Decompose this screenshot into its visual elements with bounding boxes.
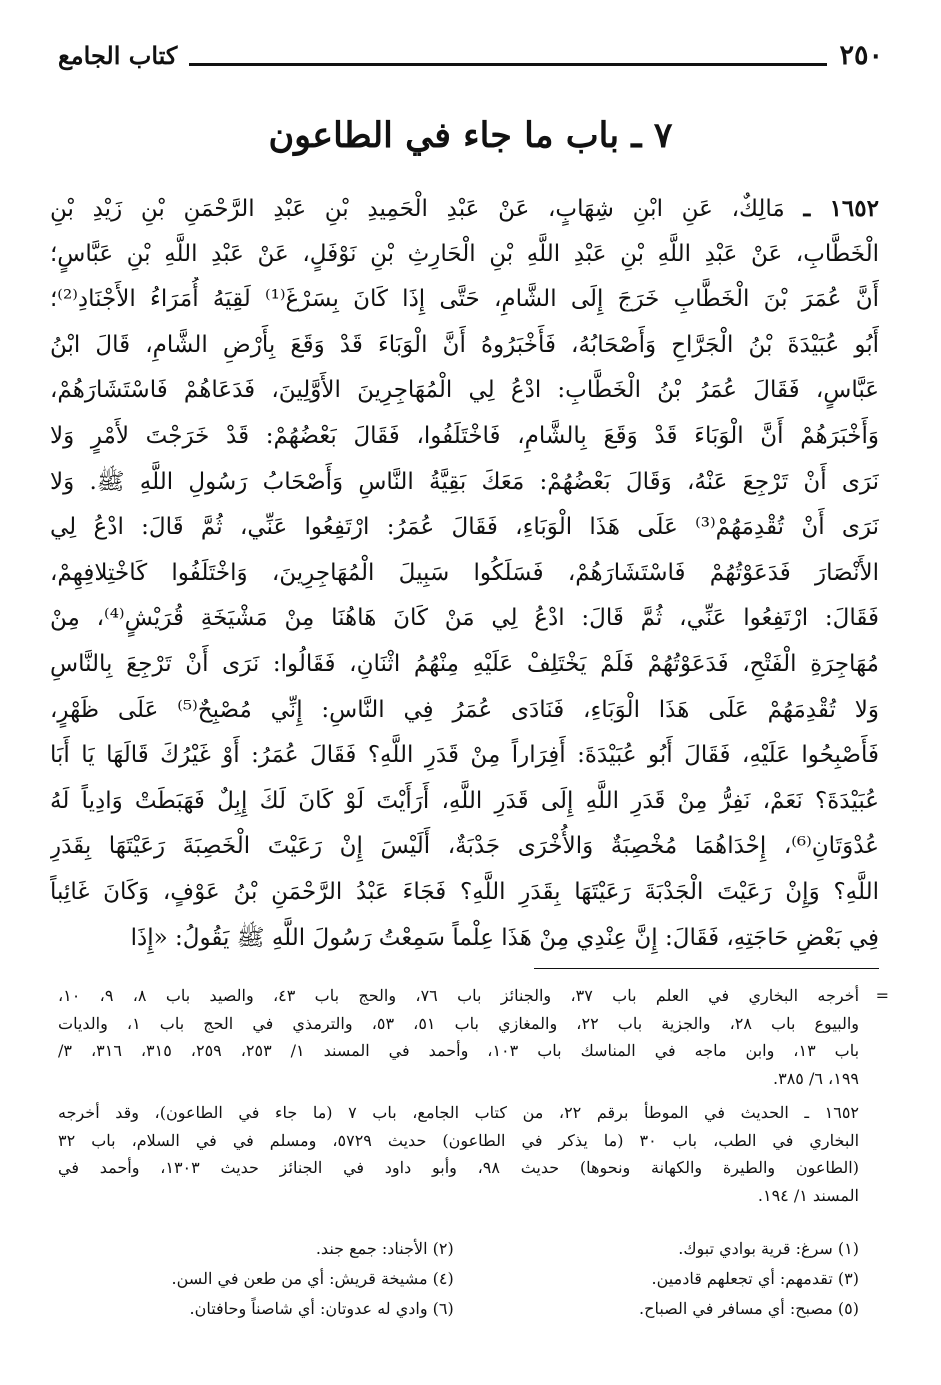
hadith-line: مُهَاجِرَةِ الْفَتْحِ، فَدَعَوْتُهُمْ فَلَمْ يَخْتَلِفْ عَلَيْهِ مِنْهُمُ اثْنَانِ، فَقَالُوا: نَرَى أَنْ تَرْجِعَ بِالنَّاسِ xyxy=(50,650,879,677)
glossary-note-3: (٣) تقدمهم: أي تجعلهم قادمين. xyxy=(651,1269,859,1288)
hadith-line: أَبُو عُبَيْدَةَ بْنُ الْجَرَّاحِ وَأَصْحَابُهُ، فَأَخْبَرُوهُ أَنَّ الْوَبَاءَ قَدْ وَقَعَ بِأَرْضِ الشَّامِ، قَالَ ابْنُ xyxy=(50,331,879,358)
footnote-hadith-source xyxy=(58,1099,859,1209)
hadith-line: اللَّهِ؟ وَإِنْ رَعَيْتَ الْجَدْبَةَ رَعَيْتَهَا بِقَدَرِ اللَّهِ؟ فَجَاءَ عَبْدُ الرَّحْمَنِ بْنُ عَوْفٍ، وَكَانَ غَائِباً xyxy=(50,878,879,905)
glossary-row xyxy=(58,1234,859,1264)
hadith-line: الْخَطَّابِ، عَنْ عَبْدِ اللَّهِ بْنِ عَبْدِ اللَّهِ بْنِ الْحَارِثِ بْنِ نَوْفَلٍ، عَنْ عَبْدِ اللَّهِ بْنِ عَبَّاسٍ؛ xyxy=(50,240,879,267)
hadith-line: عُبَيْدَةَ؟ نَعَمْ، نَفِرُّ مِنْ قَدَرِ اللَّهِ إِلَى قَدَرِ اللَّهِ، أَرَأَيْتَ لَوْ كَانَ لَكَ إِبِلٌ فَهَبَطَتْ وَادِياً لَهُ xyxy=(50,787,879,814)
footnote-line: ١٦٥٢ ـ الحديث في الموطأ برقم ٢٢، من كتاب الجامع، باب ٧ (ما جاء في الطاعون)، وقد أخرجه xyxy=(58,1103,859,1122)
book-title: كتاب الجامع xyxy=(58,41,178,70)
hadith-line: الأَنْصَارَ فَدَعَوْتُهُمْ فَاسْتَشَارَهُمْ، فَسَلَكُوا سَبِيلَ الْمُهَاجِرِينَ، وَاخْتَلَفُوا كَاخْتِلافِهِمْ، xyxy=(50,559,879,586)
hadith-line: عَبَّاسٍ، فَقَالَ عُمَرُ بْنُ الْخَطَّابِ: ادْعُ لِي الْمُهَاجِرِينَ الأَوَّلِينَ، فَدَعَاهُمْ فَاسْتَشَارَهُمْ، xyxy=(50,377,879,404)
glossary-note-6: (٦) وادي له عدوتان: أي شاصناً وحافتان. xyxy=(189,1299,454,1318)
footnote-line: ١٩٩، ٦/ ٣٨٥. xyxy=(773,1068,859,1088)
footnote-line: باب ١٣، وابن ماجه في المناسك باب ١٠٣، وأحمد في المسند ١/ ٢٥٣، ٢٥٩، ٣١٥، ٣١٦، ٣/ xyxy=(58,1041,859,1060)
hadith-line: ١٦٥٢ ـ مَالِكٌ، عَنِ ابْنِ شِهَابٍ، عَنْ عَبْدِ الْحَمِيدِ بْنِ عَبْدِ الرَّحْمَنِ بْنِ زَيْدِ بْنِ xyxy=(50,195,879,222)
hadith-text xyxy=(50,186,879,961)
hadith-line: وَأَخْبَرَهُمْ أَنَّ الْوَبَاءَ قَدْ وَقَعَ بِالشَّامِ، فَاخْتَلَفُوا، فَقَالَ بَعْضُهُمْ: قَدْ خَرَجْتَ لأَمْرٍ وَلا xyxy=(50,422,879,449)
continuation-mark: = xyxy=(875,986,889,1005)
footnote-line: والبيوع باب ٢٨، والجزية باب ٢٢، والمغازي باب ٥١، ٥٣، والترمذي في الحج باب ١، والديات xyxy=(58,1013,859,1033)
footnote-line: المسند ١/ ١٩٤. xyxy=(757,1185,859,1205)
footnote-line: (الطاعون والطيرة والكهانة ونحوها) حديث ٩٨، وأبو داود في الجنائز حديث ١٣٠٣، وأحمد في xyxy=(58,1158,859,1177)
hadith-line: فِي بَعْضِ حَاجَتِهِ، فَقَالَ: إِنَّ عِنْدِي مِنْ هَذَا عِلْماً سَمِعْتُ رَسُولَ اللَّهِ ﷺ يَقُولُ: «إِذَا xyxy=(130,924,879,951)
footnote-line: البخاري في الطب، باب ٣٠ (ما يذكر في الطاعون) حديث ٥٧٢٩، ومسلم في في السلام، باب ٣٢ xyxy=(58,1130,859,1150)
running-header xyxy=(58,30,883,74)
page-number: ٢٥٠ xyxy=(839,40,883,71)
footnote-separator xyxy=(534,968,879,969)
footnote-continuation xyxy=(58,982,889,1092)
chapter-title: ٧ ـ باب ما جاء في الطاعون xyxy=(268,115,673,156)
hadith-line: وَلا تُقْدِمَهُمْ عَلَى هَذَا الْوَبَاءِ، فَنَادَى عُمَرُ فِي النَّاسِ: إِنِّي مُصْبِحٌ⁽⁵⁾ عَلَى ظَهْرٍ، xyxy=(50,696,879,723)
hadith-line: أَنَّ عُمَرَ بْنَ الْخَطَّابِ خَرَجَ إِلَى الشَّامِ، حَتَّى إِذَا كَانَ بِسَرْغَ⁽¹⁾ لَقِيَهُ أُمَرَاءُ الأَجْنَادِ⁽²⁾؛ xyxy=(50,286,879,313)
footnote-line: أخرجه البخاري في العلم باب ٣٧، والجنائز باب ٧٦، والحج باب ٤٣، والصيد باب ٨، ٩، ١٠، xyxy=(58,986,859,1005)
glossary-note-5: (٥) مصبح: أي مسافر في الصباح. xyxy=(639,1299,859,1318)
footnotes xyxy=(58,982,889,1216)
hadith-number: ١٦٥٢ ـ xyxy=(803,195,879,222)
glossary-row xyxy=(58,1294,859,1324)
glossary-note-2: (٢) الأجناد: جمع جند. xyxy=(315,1239,454,1258)
glossary-row xyxy=(58,1264,859,1294)
glossary-note-4: (٤) مشيخة قريش: أي من طعن في السن. xyxy=(171,1269,454,1288)
hadith-line: نَرَى أَنْ تُقْدِمَهُمْ⁽³⁾ عَلَى هَذَا الْوَبَاءِ، فَقَالَ عُمَرُ: ارْتَفِعُوا عَنِّي، ثُمَّ قَالَ: ادْعُ لِي xyxy=(50,514,879,541)
header-rule xyxy=(189,63,827,66)
hadith-line: فَأَصْبِحُوا عَلَيْهِ، فَقَالَ أَبُو عُبَيْدَةَ: أَفِرَاراً مِنْ قَدَرِ اللَّهِ؟ فَقَالَ عُمَرُ: أَوْ غَيْرُكَ قَالَهَا يَا أَبَا xyxy=(50,742,879,769)
hadith-line: نَرَى أَنْ تَرْجِعَ عَنْهُ، وَقَالَ بَعْضُهُمْ: مَعَكَ بَقِيَّةُ النَّاسِ وَأَصْحَابُ رَسُولِ اللَّهِ ﷺ. وَلا xyxy=(50,468,879,495)
glossary-note-1: (١) سرغ: قرية بوادي تبوك. xyxy=(678,1239,859,1258)
glossary-notes xyxy=(58,1234,859,1324)
hadith-line: فَقَالَ: ارْتَفِعُوا عَنِّي، ثُمَّ قَالَ: ادْعُ لِي مَنْ كَانَ هَاهُنَا مِنْ مَشْيَخَةِ قُرَيْشٍ⁽⁴⁾، مِنْ xyxy=(50,605,879,632)
hadith-line: عُدْوَتَانِ⁽⁶⁾، إِحْدَاهُمَا مُخْصِبَةٌ وَالأُخْرَى جَدْبَةٌ، أَلَيْسَ إِنْ رَعَيْتَ الْخَصِبَةَ رَعَيْتَهَا بِقَدَرِ xyxy=(50,833,879,860)
